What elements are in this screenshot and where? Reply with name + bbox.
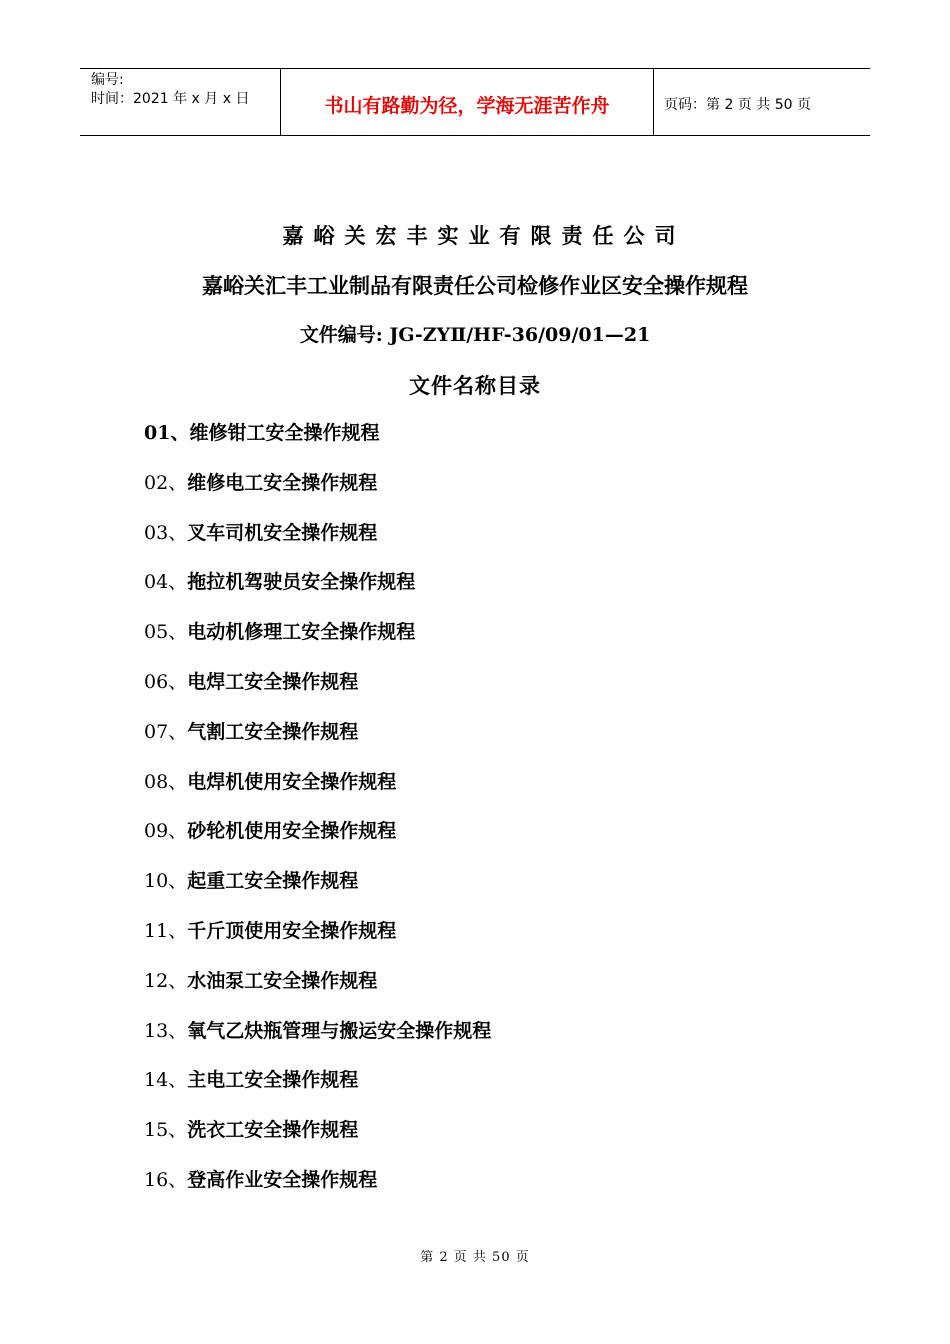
list-item [144,468,491,518]
list-item [144,866,491,916]
list-item-number: 14、 [144,1069,188,1092]
list-item [144,1165,491,1215]
list-item-number: 11、 [144,919,188,942]
list-item-number: 16、 [144,1168,188,1191]
document-subtitle: 嘉峪关汇丰工业制品有限责任公司检修作业区安全操作规程 [202,273,748,298]
page-header [80,68,870,136]
header-page-cell [654,69,870,135]
list-item-title: 砂轮机使用安全操作规程 [187,820,397,843]
list-item [144,667,491,717]
list-item [144,518,491,568]
list-item-title: 拖拉机驾驶员安全操作规程 [187,571,416,594]
list-item-number: 04、 [144,571,188,594]
list-item-number: 10、 [144,870,188,893]
list-item-number: 06、 [144,670,188,693]
list-item-title: 电动机修理工安全操作规程 [187,621,416,644]
page-footer: 第 2 页 共 50 页 [420,1250,530,1265]
list-item-title: 起重工安全操作规程 [187,870,359,893]
list-item [144,717,491,767]
list-title: 文件名称目录 [409,373,541,398]
list-item-number: 08、 [144,770,188,793]
list-item-number: 07、 [144,720,188,743]
list-item-title: 洗衣工安全操作规程 [187,1119,359,1142]
header-motto-cell [281,69,654,135]
list-item [144,916,491,966]
table-of-contents [144,418,491,1215]
list-item-number: 15、 [144,1119,188,1142]
list-item-title: 电焊机使用安全操作规程 [187,770,397,793]
list-item [144,816,491,866]
list-item-number: 05、 [144,621,188,644]
list-item-title: 氧气乙炔瓶管理与搬运安全操作规程 [187,1019,492,1042]
list-item [144,767,491,817]
document-number: 文件编号: JG-ZYⅡ/HF-36/09/01—21 [299,324,651,346]
header-left-cell [80,69,281,135]
list-item [144,418,491,468]
list-item [144,1016,491,1066]
list-item-title: 叉车司机安全操作规程 [187,521,378,544]
list-item-title: 水油泵工安全操作规程 [187,969,378,992]
list-item-number: 09、 [144,820,188,843]
list-item-title: 气割工安全操作规程 [187,720,359,743]
list-item-title: 主电工安全操作规程 [187,1069,359,1092]
list-item-title: 千斤顶使用安全操作规程 [187,919,397,942]
list-item [144,966,491,1016]
list-item [144,567,491,617]
list-item-title: 维修钳工安全操作规程 [189,422,380,444]
motto-text: 书山有路勤为径，学海无涯苦作舟 [324,94,610,117]
list-item-number: 12、 [144,969,188,992]
list-item-number: 02、 [144,471,188,494]
document-number-label: 编号: [91,72,124,88]
header-page-info: 页码：第 2 页 共 50 页 [664,97,811,113]
list-item-number: 13、 [144,1019,188,1042]
list-item-title: 电焊工安全操作规程 [187,670,359,693]
list-item [144,1065,491,1115]
list-item-number: 03、 [144,521,188,544]
list-item-title: 维修电工安全操作规程 [187,471,378,494]
company-name: 嘉峪关宏丰实业有限责任公司 [282,223,686,248]
list-item [144,1115,491,1165]
document-date: 时间：2021 年 x 月 x 日 [91,91,250,107]
list-item [144,617,491,667]
list-item-title: 登高作业安全操作规程 [187,1168,378,1191]
list-item-number: 01、 [144,422,190,444]
